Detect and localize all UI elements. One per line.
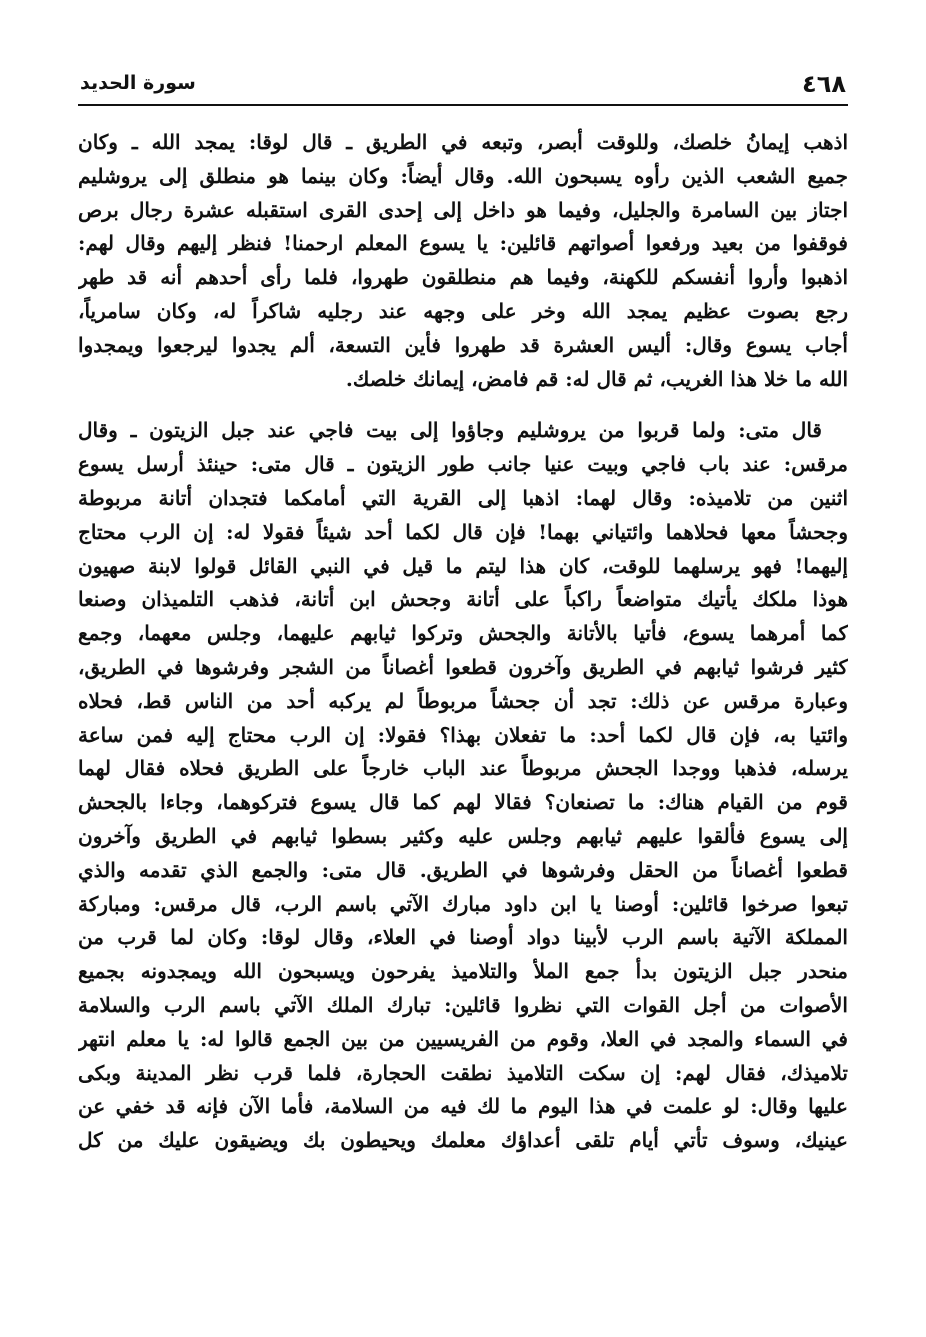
text-line: اثنين من تلاميذه: وقال لهما: اذهبا إلى القرية التي أمامكما فتجدان أتانة مربوطة (78, 485, 848, 510)
text-line: الأصوات من أجل القوات التي نظروا قائلين: تبارك الملك الآتي باسم الرب والسلامة (78, 992, 848, 1017)
text-line: قال متى: ولما قربوا من يروشليم وجاؤوا إلى بيت فاجي عند جبل الزيتون ـ وقال (78, 418, 822, 443)
paragraph-1 (78, 126, 848, 396)
text-line: منحدر جبل الزيتون بدأ جمع الملأ والتلاميذ يفرحون ويسبحون الله ويمجدونه بجميع (78, 959, 848, 984)
text-line: يرسله، فذهبا ووجدا الجحش مربوطاً عند الباب خارجاً على الطريق فحلاه فقال لهما (78, 756, 848, 781)
text-line: وجحشاً معها فحلاهما وائتياني بهما! فإن قال لكما أحد شيئاً فقولا له: إن الرب محتاج (78, 519, 848, 544)
text-line: فوقفوا من بعيد ورفعوا أصواتهم قائلين: يا يسوع المعلم ارحمنا! فنظر إليهم وقال لهم: (78, 231, 848, 256)
text-line: تلاميذك، فقال لهم: إن سكت التلاميذ نطقت الحجارة، فلما قرب نظر المدينة وبكى (78, 1060, 848, 1085)
text-line: إلى يسوع فألقوا عليهم ثيابهم وجلس عليه وكثير بسطوا ثيابهم في الطريق وآخرون (78, 823, 848, 848)
text-line: مرقس: عند باب فاجي وبيت عنيا جانب طور الزيتون ـ قال متى: حينئذ أرسل يسوع (78, 452, 848, 477)
text-line: في السماء والمجد في العلا، وقوم من الفريسيين من بين الجمع قالوا له: يا معلم انتهر (78, 1026, 848, 1051)
text-line: كثير فرشوا ثيابهم في الطريق وآخرون قطعوا أغصاناً من الشجر وفرشوها في الطريق، (78, 654, 848, 679)
text-line: اذهبوا وأروا أنفسكم للكهنة، وفيما هم منطلقون طهروا، فلما رأى أحدهم أنه قد طهر (78, 265, 848, 290)
text-line: رجع بصوت عظيم يمجد الله وخر على وجهه عند رجليه شاكراً له، وكان سامرياً، (78, 298, 848, 323)
text-line: المملكة الآتية باسم الرب لأبينا دواد أوصنا في العلاء، وقال لوقا: وكان لما قرب من (78, 925, 848, 950)
text-line: قطعوا أغصاناً من الحقل وفرشوها في الطريق. قال متى: والجمع الذي تقدمه والذي (78, 857, 848, 882)
paragraph-gap (78, 396, 848, 414)
text-line: اجتاز بين السامرة والجليل، وفيما هو داخل إلى إحدى القرى استقبله عشرة رجال برص (78, 197, 848, 222)
paragraph-2 (78, 414, 848, 1158)
text-line: هوذا ملكك يأتيك متواضعاً راكباً على أتانة وجحش ابن أتانة، فذهب التلميذان وصنعا (78, 587, 848, 612)
text-line: أجاب يسوع وقال: أليس العشرة قد طهروا فأين التسعة، ألم يجدوا ليرجعوا ويمجدوا (78, 332, 848, 357)
text-line: قوم من القيام هناك: ما تصنعان؟ فقالا لهم كما قال يسوع فتركوهما، وجاءا بالجحش (78, 790, 848, 815)
text-line: عليها وقال: لو علمت في هذا اليوم ما لك فيه من السلامة، فأما الآن فإنه قد خفي عن (78, 1094, 848, 1119)
body-text (78, 126, 848, 1158)
book-page (78, 62, 848, 1158)
text-line: اذهب إيمانُ خلصك، وللوقت أبصر، وتبعه في الطريق ـ قال لوقا: يمجد الله ـ وكان (78, 130, 848, 154)
text-line: جميع الشعب الذين رأوه يسبحون الله. وقال أيضاً: وكان بينما هو منطلق إلى يروشليم (78, 163, 848, 188)
surah-title: سورة الحديد (80, 72, 196, 94)
text-line: وائتيا به، فإن قال لكما أحد: ما تفعلان بهذا؟ فقولا: إن الرب محتاج إليه فمن ساعة (78, 722, 848, 747)
text-line: عينيك، وسوف تأتي أيام تلقى أعداؤك معلمك ويحيطون بك ويضيقون عليك من كل (78, 1128, 848, 1153)
text-line: كما أمرهما يسوع، فأتيا بالأتانة والجحش وتركوا ثيابهم عليهما، وجلس معهما، وجمع (78, 621, 848, 646)
page-number: ٤٦٨ (802, 70, 846, 98)
text-line: الله ما خلا هذا الغريب، ثم قال له: قم فامض، إيمانك خلصك. (345, 366, 848, 391)
text-line: تبعوا صرخوا قائلين: أوصنا يا ابن داود مبارك الآتي باسم الرب، قال مرقس: ومباركة (78, 891, 848, 916)
text-line: إليهما! فهو يرسلهما للوقت، كان هذا ليتم ما قيل في النبي القائل قولوا لابنة صهيون (78, 553, 848, 578)
page-header (78, 62, 848, 106)
text-line: وعبارة مرقس عن ذلك: تجد أن جحشاً مربوطاً لم يركبه أحد من الناس قط، فحلاه (78, 688, 848, 713)
